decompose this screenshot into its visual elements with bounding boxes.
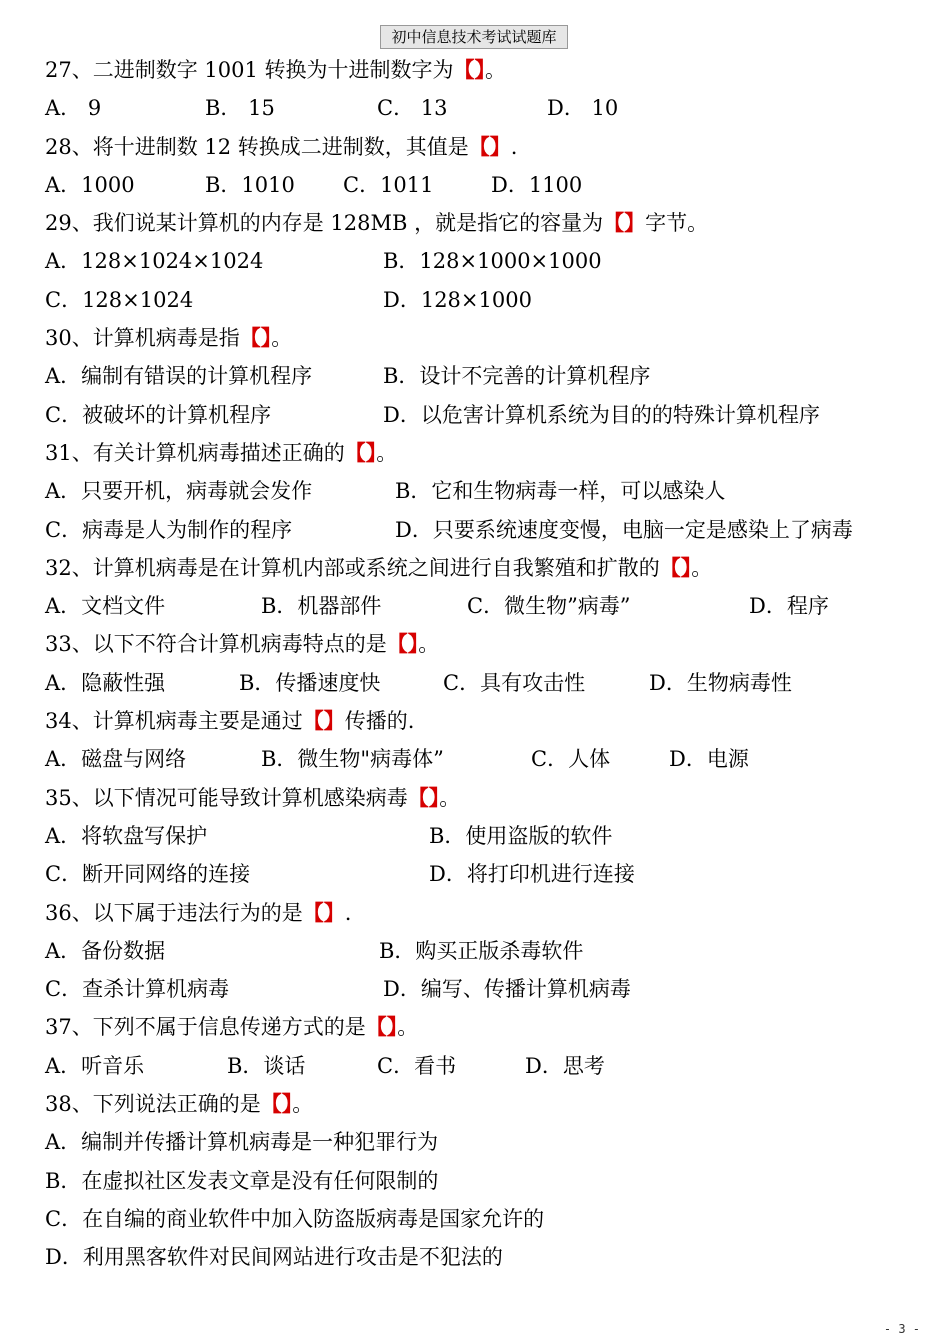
answer-option: D．1100 — [491, 172, 583, 197]
answer-option: D．将打印机进行连接 — [429, 862, 635, 887]
question-text: 31、有关计算机病毒描述正确的 — [45, 440, 345, 465]
options-row — [45, 740, 925, 778]
answer-bracket: 【】 — [302, 708, 345, 734]
question-stem — [45, 204, 925, 242]
options-row — [45, 855, 925, 893]
answer-bracket: 【】 — [407, 784, 440, 810]
question-text: 33、以下不符合计算机病毒特点的是 — [45, 632, 387, 657]
question-stem — [45, 1008, 925, 1046]
answer-option: B．机器部件 — [261, 594, 382, 619]
answer-option: D．思考 — [525, 1053, 605, 1078]
answer-option: B．微生物"病毒体” — [261, 747, 444, 772]
question-stem — [45, 549, 925, 587]
answer-option: A．编制并传播计算机病毒是一种犯罪行为 — [45, 1130, 439, 1155]
page-number: - 3 - — [883, 1322, 920, 1336]
options-row — [45, 932, 925, 970]
options-row — [45, 511, 925, 549]
options-row — [45, 242, 925, 280]
question-suffix: . — [510, 134, 518, 159]
question-stem — [45, 128, 925, 166]
answer-option: D．128×1000 — [383, 287, 532, 312]
answer-option: A．听音乐 — [45, 1053, 145, 1078]
answer-option: B．使用盗版的软件 — [429, 823, 613, 848]
options-row — [45, 472, 925, 510]
answer-option: B．1010 — [205, 172, 295, 197]
question-stem — [45, 625, 925, 663]
answer-option: A．只要开机，病毒就会发作 — [45, 479, 313, 504]
options-row — [45, 1162, 925, 1200]
answer-option: A．隐蔽性强 — [45, 670, 166, 695]
answer-option: D．电源 — [669, 747, 749, 772]
options-row — [45, 1200, 925, 1238]
answer-option: D．程序 — [749, 594, 829, 619]
question-text: 36、以下属于违法行为的是 — [45, 900, 303, 925]
options-row — [45, 1238, 925, 1276]
question-suffix: 。 — [485, 58, 507, 82]
answer-option: D．生物病毒性 — [649, 670, 792, 695]
answer-option: D．编写、传播计算机病毒 — [383, 977, 631, 1002]
question-suffix: . — [344, 900, 352, 925]
answer-option: B．购买正版杀毒软件 — [379, 938, 584, 963]
answer-option: B．传播速度快 — [239, 670, 381, 695]
options-row — [45, 281, 925, 319]
question-stem — [45, 894, 925, 932]
answer-option: C． 13 — [377, 96, 448, 121]
options-row — [45, 817, 925, 855]
question-text: 29、我们说某计算机的内存是 128MB ，就是指它的容量为 — [45, 211, 604, 236]
question-stem — [45, 319, 925, 357]
question-list — [45, 51, 925, 1277]
question-text: 27、二进制数字 1001 转换为十进制数字为 — [45, 58, 454, 82]
answer-option: A．128×1024×1024 — [45, 249, 264, 274]
answer-option: C．微生物”病毒” — [467, 594, 631, 619]
options-row — [45, 396, 925, 434]
answer-bracket: 【】 — [386, 631, 419, 657]
answer-bracket: 【】 — [344, 439, 377, 465]
answer-option: C．看书 — [377, 1053, 457, 1078]
answer-bracket: 【】 — [468, 133, 511, 159]
answer-option: B． 15 — [205, 96, 275, 121]
options-row — [45, 664, 925, 702]
document-header: 初中信息技术考试试题库 — [380, 25, 568, 49]
answer-option: A．磁盘与网络 — [45, 747, 187, 772]
question-stem — [45, 434, 925, 472]
options-row — [45, 1123, 925, 1161]
question-stem — [45, 779, 925, 817]
answer-option: B．它和生物病毒一样，可以感染人 — [395, 479, 726, 504]
answer-option: C．断开同网络的连接 — [45, 862, 251, 887]
question-stem — [45, 51, 925, 89]
answer-option: D． 10 — [547, 96, 619, 121]
answer-option: A． 9 — [45, 96, 102, 121]
answer-option: A．文档文件 — [45, 594, 166, 619]
question-text: 30、计算机病毒是指 — [45, 326, 240, 351]
answer-option: C．病毒是人为制作的程序 — [45, 517, 293, 542]
question-suffix: 。 — [418, 632, 440, 657]
options-row — [45, 970, 925, 1008]
question-suffix: 字节。 — [645, 211, 709, 236]
answer-bracket: 【】 — [659, 554, 692, 580]
question-suffix: 。 — [439, 785, 461, 810]
answer-option: C．人体 — [531, 747, 611, 772]
question-suffix: 。 — [271, 326, 293, 351]
answer-option: A．1000 — [45, 172, 135, 197]
question-suffix: 。 — [397, 1015, 419, 1040]
answer-option: C．1011 — [343, 172, 434, 197]
question-suffix: 。 — [376, 440, 398, 465]
answer-option: C．查杀计算机病毒 — [45, 977, 230, 1002]
options-row — [45, 89, 925, 127]
question-text: 38、下列说法正确的是 — [45, 1092, 261, 1117]
answer-option: C．被破坏的计算机程序 — [45, 402, 272, 427]
question-suffix: 传播的. — [344, 709, 415, 734]
answer-option: B．谈话 — [227, 1053, 306, 1078]
options-row — [45, 1047, 925, 1085]
answer-option: A．备份数据 — [45, 938, 166, 963]
question-text: 37、下列不属于信息传递方式的是 — [45, 1015, 366, 1040]
answer-option: D．只要系统速度变慢，电脑一定是感染上了病毒 — [395, 517, 853, 542]
answer-bracket: 【】 — [260, 1091, 293, 1117]
question-text: 28、将十进制数 12 转换成二进制数，其值是 — [45, 134, 469, 159]
question-text: 32、计算机病毒是在计算机内部或系统之间进行自我繁殖和扩散的 — [45, 555, 660, 580]
answer-option: B．设计不完善的计算机程序 — [383, 364, 651, 389]
question-stem — [45, 1085, 925, 1123]
answer-option: B．在虚拟社区发表文章是没有任何限制的 — [45, 1168, 439, 1193]
answer-option: D．利用黑客软件对民间网站进行攻击是不犯法的 — [45, 1245, 503, 1270]
answer-option: D．以危害计算机系统为目的的特殊计算机程序 — [383, 402, 820, 427]
options-row — [45, 357, 925, 395]
answer-option: C．在自编的商业软件中加入防盗版病毒是国家允许的 — [45, 1206, 545, 1231]
question-text: 35、以下情况可能导致计算机感染病毒 — [45, 785, 408, 810]
question-suffix: 。 — [292, 1092, 314, 1117]
question-text: 34、计算机病毒主要是通过 — [45, 709, 303, 734]
options-row — [45, 166, 925, 204]
answer-bracket: 【】 — [365, 1014, 398, 1040]
answer-bracket: 【】 — [302, 899, 345, 925]
answer-option: B．128×1000×1000 — [383, 249, 602, 274]
answer-option: A．编制有错误的计算机程序 — [45, 364, 313, 389]
answer-bracket: 【】 — [453, 57, 486, 82]
answer-bracket: 【】 — [239, 325, 272, 351]
answer-option: A．将软盘写保护 — [45, 823, 208, 848]
answer-option: C．128×1024 — [45, 287, 194, 312]
question-suffix: 。 — [691, 555, 713, 580]
question-stem — [45, 702, 925, 740]
answer-bracket: 【】 — [603, 210, 646, 236]
answer-option: C．具有攻击性 — [443, 670, 586, 695]
options-row — [45, 587, 925, 625]
